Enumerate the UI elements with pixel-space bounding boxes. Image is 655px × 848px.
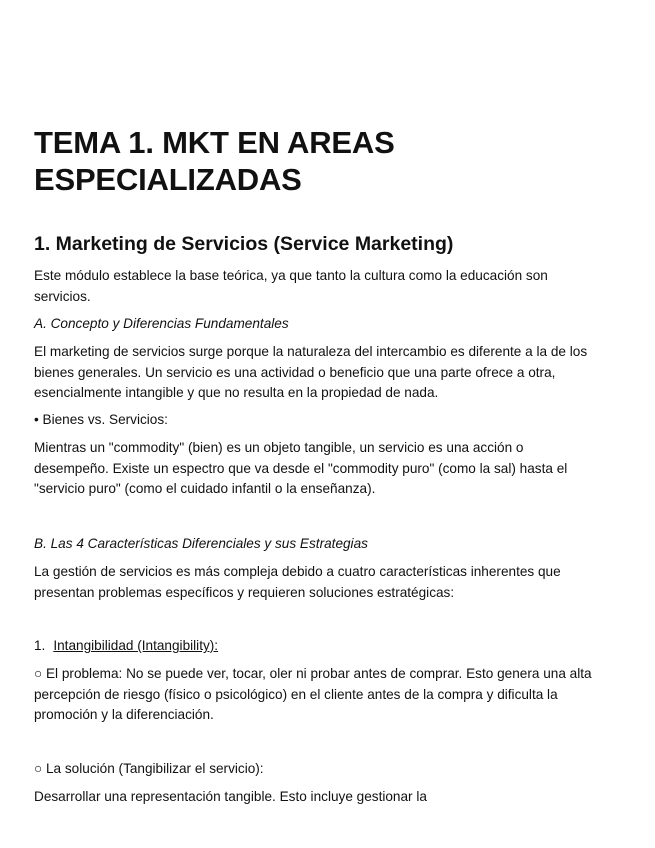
list-item-intangibilidad bbox=[34, 636, 614, 657]
subheading-concepto: A. Concepto y Diferencias Fundamentales bbox=[34, 316, 289, 331]
intro-line-2: servicios. bbox=[34, 288, 91, 304]
problem-line-3: promoción y la diferenciación. bbox=[34, 707, 214, 722]
title-line-2: ESPECIALIZADAS bbox=[34, 162, 302, 197]
characteristics-paragraph bbox=[34, 562, 614, 603]
characteristics-line-1: La gestión de servicios es más compleja debido a cuatro características inherentes que bbox=[34, 564, 561, 579]
intro-line-1: Este módulo establece la base teórica, ya que tanto la cultura como la educación son bbox=[34, 268, 548, 283]
concept-line-3: esencialmente intangible y que no resulta en la propiedad de nada. bbox=[34, 385, 439, 400]
problem-line-1: ○ El problema: No se puede ver, tocar, oler ni probar antes de comprar. Esto genera una alta bbox=[34, 666, 592, 681]
goods-line-2: desempeño. Existe un espectro que va desde el "commodity puro" (como la sal) hasta el bbox=[34, 460, 568, 476]
concept-line-2: bienes generales. Un servicio es una actividad o beneficio que una parte ofrece a otra, bbox=[34, 364, 556, 380]
problem-line-2: percepción de riesgo (físico o psicológico) en el cliente antes de la compra y dificulta la bbox=[34, 686, 558, 702]
document-title bbox=[34, 124, 395, 198]
goods-line-3: "servicio puro" (como el cuidado infantil o la enseñanza). bbox=[34, 481, 376, 496]
solution-bullet: ○ La solución (Tangibilizar el servicio): bbox=[34, 761, 264, 776]
solution-paragraph: Desarrollar una representación tangible. Esto incluye gestionar la bbox=[34, 789, 427, 804]
list-item-number: 1. bbox=[34, 638, 46, 653]
problem-paragraph bbox=[34, 664, 614, 726]
section-heading-marketing-servicios: 1. Marketing de Servicios (Service Marketing) bbox=[34, 233, 454, 255]
goods-paragraph bbox=[34, 438, 614, 500]
goods-line-1: Mientras un "commodity" (bien) es un objeto tangible, un servicio es una acción o bbox=[34, 440, 524, 455]
subheading-caracteristicas: B. Las 4 Características Diferenciales y sus Estrategias bbox=[34, 536, 368, 551]
concept-paragraph bbox=[34, 342, 614, 404]
characteristics-line-2: presentan problemas específicos y requieren soluciones estratégicas: bbox=[34, 584, 455, 600]
bullet-bienes-vs-servicios: • Bienes vs. Servicios: bbox=[34, 412, 168, 427]
intro-paragraph bbox=[34, 266, 614, 307]
title-line-1: TEMA 1. MKT EN AREAS bbox=[34, 125, 395, 160]
concept-line-1: El marketing de servicios surge porque la naturaleza del intercambio es diferente a la de los bbox=[34, 344, 588, 359]
list-item-label: Intangibilidad (Intangibility): bbox=[53, 638, 219, 653]
